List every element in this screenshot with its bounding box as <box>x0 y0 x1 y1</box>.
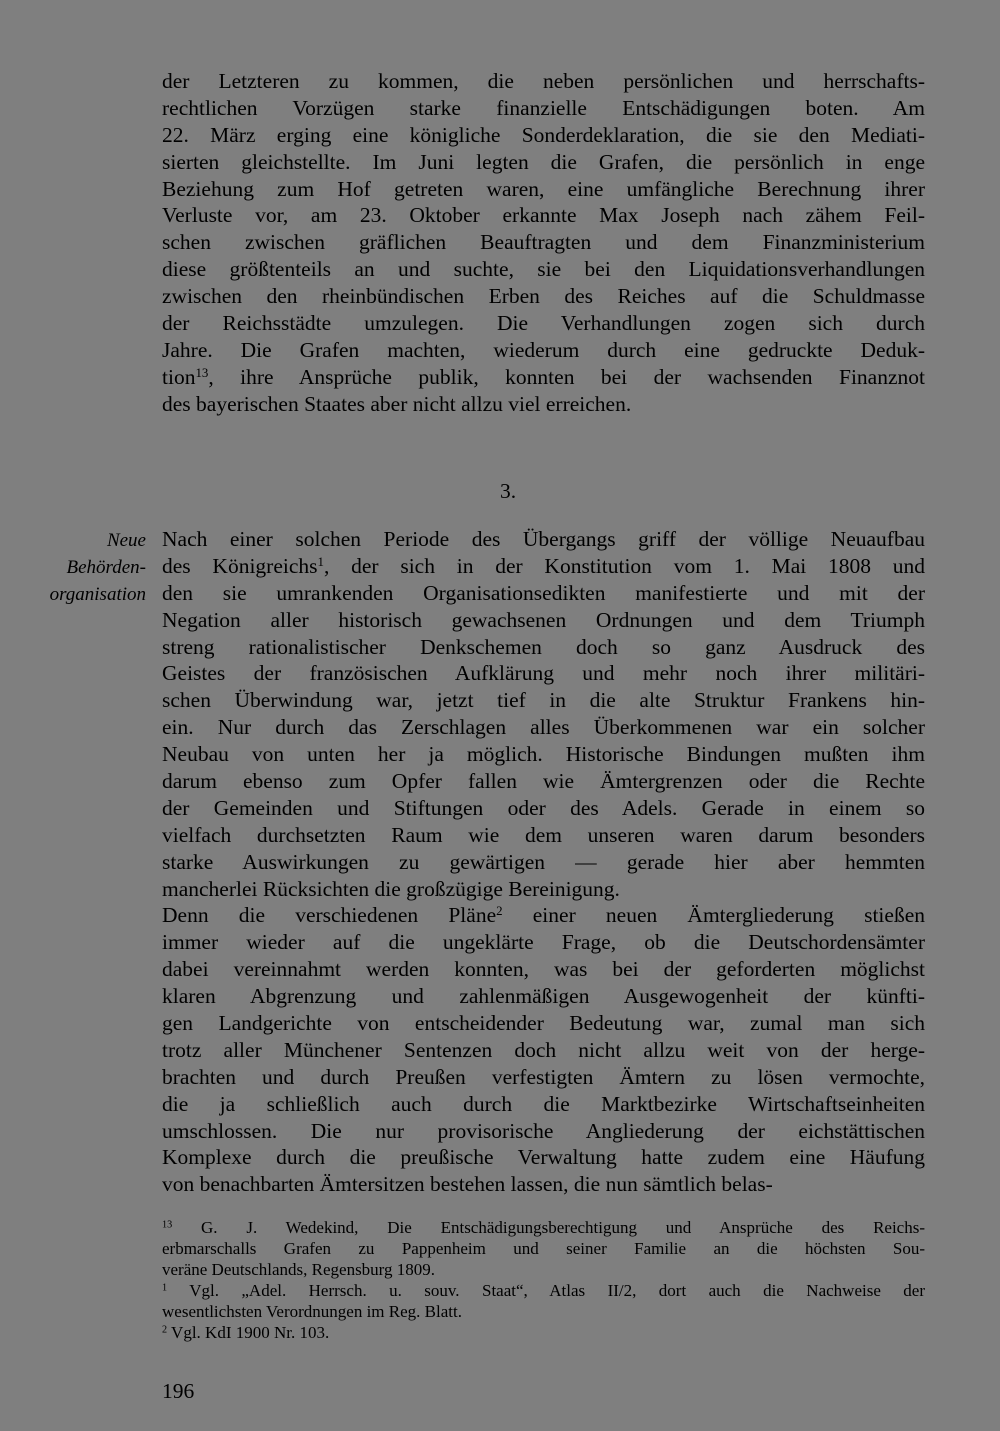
margin-note-line: Behörden- <box>66 556 146 578</box>
paragraph-1-line: Jahre. Die Grafen machten, wiederum durch eine gedruckte Deduk- <box>162 337 925 362</box>
margin-note <box>20 528 146 609</box>
margin-note-line: Neue <box>106 530 146 551</box>
footnote-text: Vgl. „Adel. Herrsch. u. souv. Staat“, Atlas II/2, dort auch die Nachweise der <box>167 1281 925 1301</box>
line-text: einer neuen Ämtergliederung stießen <box>502 903 925 928</box>
paragraph-2-line <box>162 902 925 929</box>
paragraph-1-line: 22. März erging eine königliche Sonderdeklaration, die sie den Mediati- <box>162 122 925 147</box>
paragraph-2-line: von benachbarten Ämtersitzen bestehen lassen, die nun sämtlich belas- <box>162 1172 773 1197</box>
footnote-marker: 2 <box>496 904 503 919</box>
paragraph-2-line: streng rationalistischer Denkschemen doch so ganz Ausdruck des <box>162 634 925 659</box>
paragraph-2-line: darum ebenso zum Opfer fallen wie Ämtergrenzen oder die Rechte <box>162 769 925 794</box>
paragraph-2 <box>162 526 925 1198</box>
paragraph-2-line: umschlossen. Die nur provisorische Angliederung der eichstättischen <box>162 1118 925 1143</box>
footnote-line <box>162 1238 925 1259</box>
footnote-text: G. J. Wedekind, Die Entschädigungsberechtigung und Ansprüche des Reichs- <box>172 1218 925 1237</box>
paragraph-2-line <box>162 553 925 580</box>
footnote-marker: 13 <box>195 365 209 380</box>
footnote-number: 1 <box>162 1282 168 1294</box>
footnote-text: Vgl. KdI 1900 Nr. 103. <box>167 1323 330 1343</box>
paragraph-1-line: diese größtenteils an und suchte, sie bei den Liquidationsverhandlungen <box>162 257 925 282</box>
paragraph-2-line: Nach einer solchen Periode des Übergangs griff der völlige Neuaufbau <box>162 527 925 551</box>
paragraph-2-line: die ja schließlich auch durch die Marktbezirke Wirtschaftseinheiten <box>162 1091 925 1116</box>
footnote-number: 13 <box>162 1219 173 1231</box>
paragraph-2-line: dabei vereinnahmt werden konnten, was bei der geforderten möglichst <box>162 957 925 982</box>
footnote-text: wesentlichsten Verordnungen im Reg. Blatt. <box>162 1302 462 1322</box>
paragraph-2-line: trotz aller Münchener Sentenzen doch nicht allzu weit von der herge- <box>162 1037 925 1062</box>
paragraph-1-line: der Reichsstädte umzulegen. Die Verhandlungen zogen sich durch <box>162 311 925 336</box>
paragraph-1-line: der Letzteren zu kommen, die neben persönlichen und herrschafts- <box>162 69 925 93</box>
footnote-number: 2 <box>162 1324 168 1336</box>
paragraph-1 <box>162 68 925 418</box>
paragraph-1-line: Verluste vor, am 23. Oktober erkannte Max Joseph nach zähem Feil- <box>162 203 925 228</box>
line-text: , ihre Ansprüche publik, konnten bei der wachsenden Finanznot <box>208 364 925 389</box>
footnote-line <box>162 1322 925 1343</box>
footnote-line <box>162 1301 925 1322</box>
paragraph-1-line: Beziehung zum Hof getreten waren, eine umfängliche Berechnung ihrer <box>162 176 925 201</box>
paragraph-1-line <box>162 364 925 391</box>
paragraph-2-line: Komplexe durch die preußische Verwaltung hatte zudem eine Häufung <box>162 1145 925 1170</box>
footnote-marker: 1 <box>317 554 324 569</box>
footnote-line <box>162 1259 925 1280</box>
paragraph-2-line: ein. Nur durch das Zerschlagen alles Überkommenen war ein solcher <box>162 715 925 740</box>
paragraph-2-line: der Gemeinden und Stiftungen oder des Adels. Gerade in einem so <box>162 795 925 820</box>
paragraph-2-line: klaren Abgrenzung und zahlenmäßigen Ausgewogenheit der künfti- <box>162 984 925 1009</box>
line-text: des Königreichs <box>162 553 318 578</box>
paragraph-2-line: den sie umrankenden Organisationsedikten manifestierte und mit der <box>162 580 925 605</box>
footnotes <box>162 1217 925 1344</box>
line-text: tion <box>162 364 196 389</box>
paragraph-1-line: zwischen den rheinbündischen Erben des Reiches auf die Schuldmasse <box>162 284 925 309</box>
paragraph-2-line: schen Überwindung war, jetzt tief in die alte Struktur Frankens hin- <box>162 688 925 713</box>
paragraph-2-line: brachten und durch Preußen verfestigten Ämtern zu lösen vermochte, <box>162 1064 925 1089</box>
paragraph-2-line: mancherlei Rücksichten die großzügige Bereinigung. <box>162 876 620 901</box>
paragraph-2-line: immer wieder auf die ungeklärte Frage, ob die Deutschordensämter <box>162 930 925 955</box>
paragraph-2-line: gen Landgerichte von entscheidender Bedeutung war, zumal man sich <box>162 1011 925 1036</box>
paragraph-2-line: Negation aller historisch gewachsenen Ordnungen und dem Triumph <box>162 607 925 632</box>
footnote-line <box>162 1217 925 1238</box>
footnote-text: veräne Deutschlands, Regensburg 1809. <box>162 1260 436 1280</box>
paragraph-2-line: Geistes der französischen Aufklärung und mehr noch ihrer militäri- <box>162 661 925 686</box>
paragraph-1-line: des bayerischen Staates aber nicht allzu viel erreichen. <box>162 391 632 416</box>
paragraph-2-line: vielfach durchsetzten Raum wie dem unseren waren darum besonders <box>162 822 925 847</box>
footnote-text: erbmarschalls Grafen zu Pappenheim und seiner Familie an die höchsten Sou- <box>162 1239 925 1259</box>
section-number: 3. <box>500 479 517 503</box>
page-number: 196 <box>162 1379 195 1403</box>
paragraph-1-line: sierten gleichstellte. Im Juni legten die Grafen, die persönlich in enge <box>162 149 925 174</box>
line-text: , der sich in der Konstitution vom 1. Mai 1808 und <box>323 553 925 578</box>
paragraph-2-line: Neubau von unten her ja möglich. Historische Bindungen mußten ihm <box>162 742 925 767</box>
line-text: Denn die verschiedenen Pläne <box>162 903 497 928</box>
paragraph-2-line: starke Auswirkungen zu gewärtigen — gerade hier aber hemmten <box>162 849 925 874</box>
margin-note-line: organisation <box>49 583 146 605</box>
paragraph-1-line: rechtlichen Vorzügen starke finanzielle Entschädigungen boten. Am <box>162 95 925 120</box>
footnote-line <box>162 1280 925 1301</box>
paragraph-1-line: schen zwischen gräflichen Beauftragten und dem Finanzministerium <box>162 230 925 255</box>
